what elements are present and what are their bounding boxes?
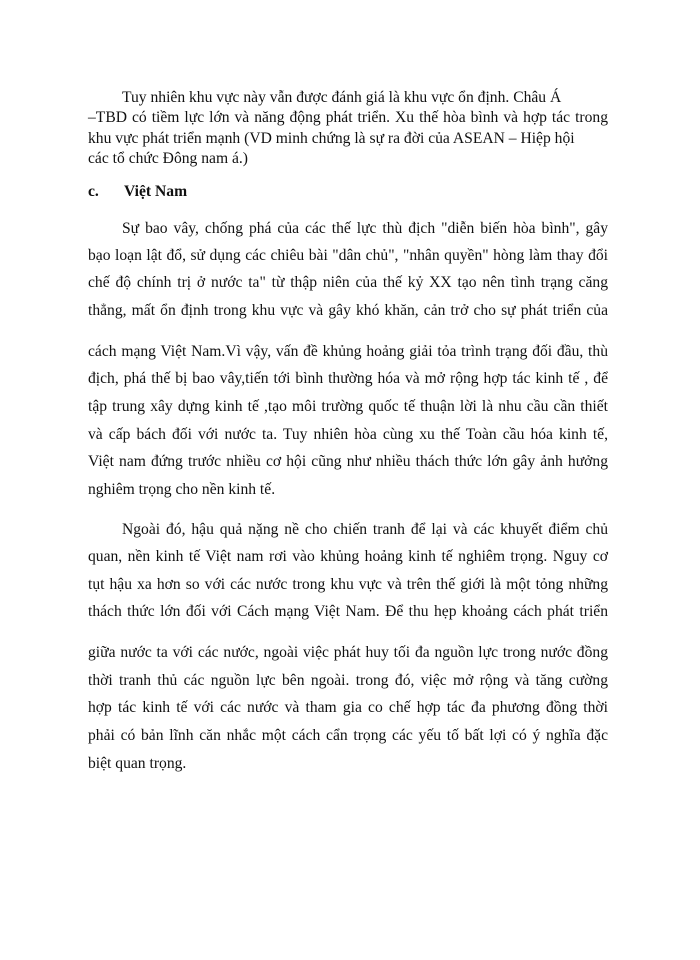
paragraph2-line-4: thách thức lớn đối với Cách mạng Việt Nam. Để thu hẹp khoảng cách phát triển (88, 603, 608, 620)
paragraph2-line-3: tụt hậu xa hơn so với các nước trong khu vực và trên thế giới là một tỏng những (88, 576, 608, 593)
paragraph2-line-1: Ngoài đó, hậu quả nặng nề cho chiến tranh để lại và các khuyết điểm chủ (122, 521, 608, 538)
paragraph2-line-2: quan, nền kinh tế Việt nam rơi vào khủng hoảng kinh tế nghiêm trọng. Nguy cơ (88, 548, 608, 565)
section-marker: c. (88, 183, 99, 200)
paragraph1-line-1: Sự bao vây, chống phá của các thế lực thù địch "diễn biến hòa bình", gây (122, 220, 608, 237)
paragraph1-line-3: chế độ chính trị ở nước ta" từ thập niên của thế kỷ XX tạo nên tình trạng căng (88, 274, 608, 291)
paragraph2-line-9: biệt quan trọng. (88, 755, 187, 772)
paragraph2-line-7: hợp tác kinh tế với các nước và tham gia co chế hợp tác đa phương đồng thời (88, 699, 608, 716)
intro-line-4: các tổ chức Đông nam á.) (88, 150, 248, 167)
paragraph1-line-9: Việt nam đứng trước nhiều cơ hội cũng như nhiều thách thức lớn gây ảnh hưởng (88, 453, 608, 470)
paragraph1-line-8: và cấp bách đối với nước ta. Tuy nhiên hòa cùng xu thế Toàn cầu hóa kinh tế, (88, 426, 608, 443)
section-title: Việt Nam (124, 183, 188, 200)
paragraph2-line-5: giữa nước ta với các nước, ngoài việc phát huy tối đa nguồn lực trong nước đồng (88, 644, 608, 661)
paragraph2-line-8: phải có bản lĩnh căn nhắc một cách cẩn trọng các yếu tố bất lợi có ý nghĩa đặc (88, 727, 608, 744)
intro-line-2: –TBD có tiềm lực lớn và năng động phát triển. Xu thế hòa bình và hợp tác trong (88, 109, 608, 126)
paragraph1-line-7: tập trung xây dựng kinh tế ,tạo môi trường quốc tế thuận lời là nhu cầu cần thiết (88, 398, 608, 415)
paragraph1-line-5: cách mạng Việt Nam.Vì vậy, vấn đề khủng hoảng giải tỏa trình trạng đối đầu, thù (88, 343, 608, 360)
paragraph1-line-2: bạo loạn lật đổ, sử dụng các chiêu bài "dân chủ", "nhân quyền" hòng làm thay đổi (88, 247, 608, 264)
paragraph2-line-6: thời tranh thủ các nguồn lực bên ngoài. trong đó, việc mở rộng và tăng cường (88, 672, 608, 689)
paragraph1-line-6: địch, phá thế bị bao vây,tiến tới bình thường hóa và mở rộng hợp tác kinh tế , để (88, 370, 608, 387)
paragraph1-line-10: nghiêm trọng cho nền kinh tế. (88, 481, 276, 498)
paragraph1-line-4: thẳng, mất ổn định trong khu vực và gây khó khăn, cản trở cho sự phát triển của (88, 302, 608, 319)
intro-line-3: khu vực phát triển mạnh (VD minh chứng là sự ra đời của ASEAN – Hiệp hội (88, 130, 575, 147)
intro-line-1: Tuy nhiên khu vực này vẫn được đánh giá là khu vực ổn định. Châu Á (122, 89, 562, 106)
